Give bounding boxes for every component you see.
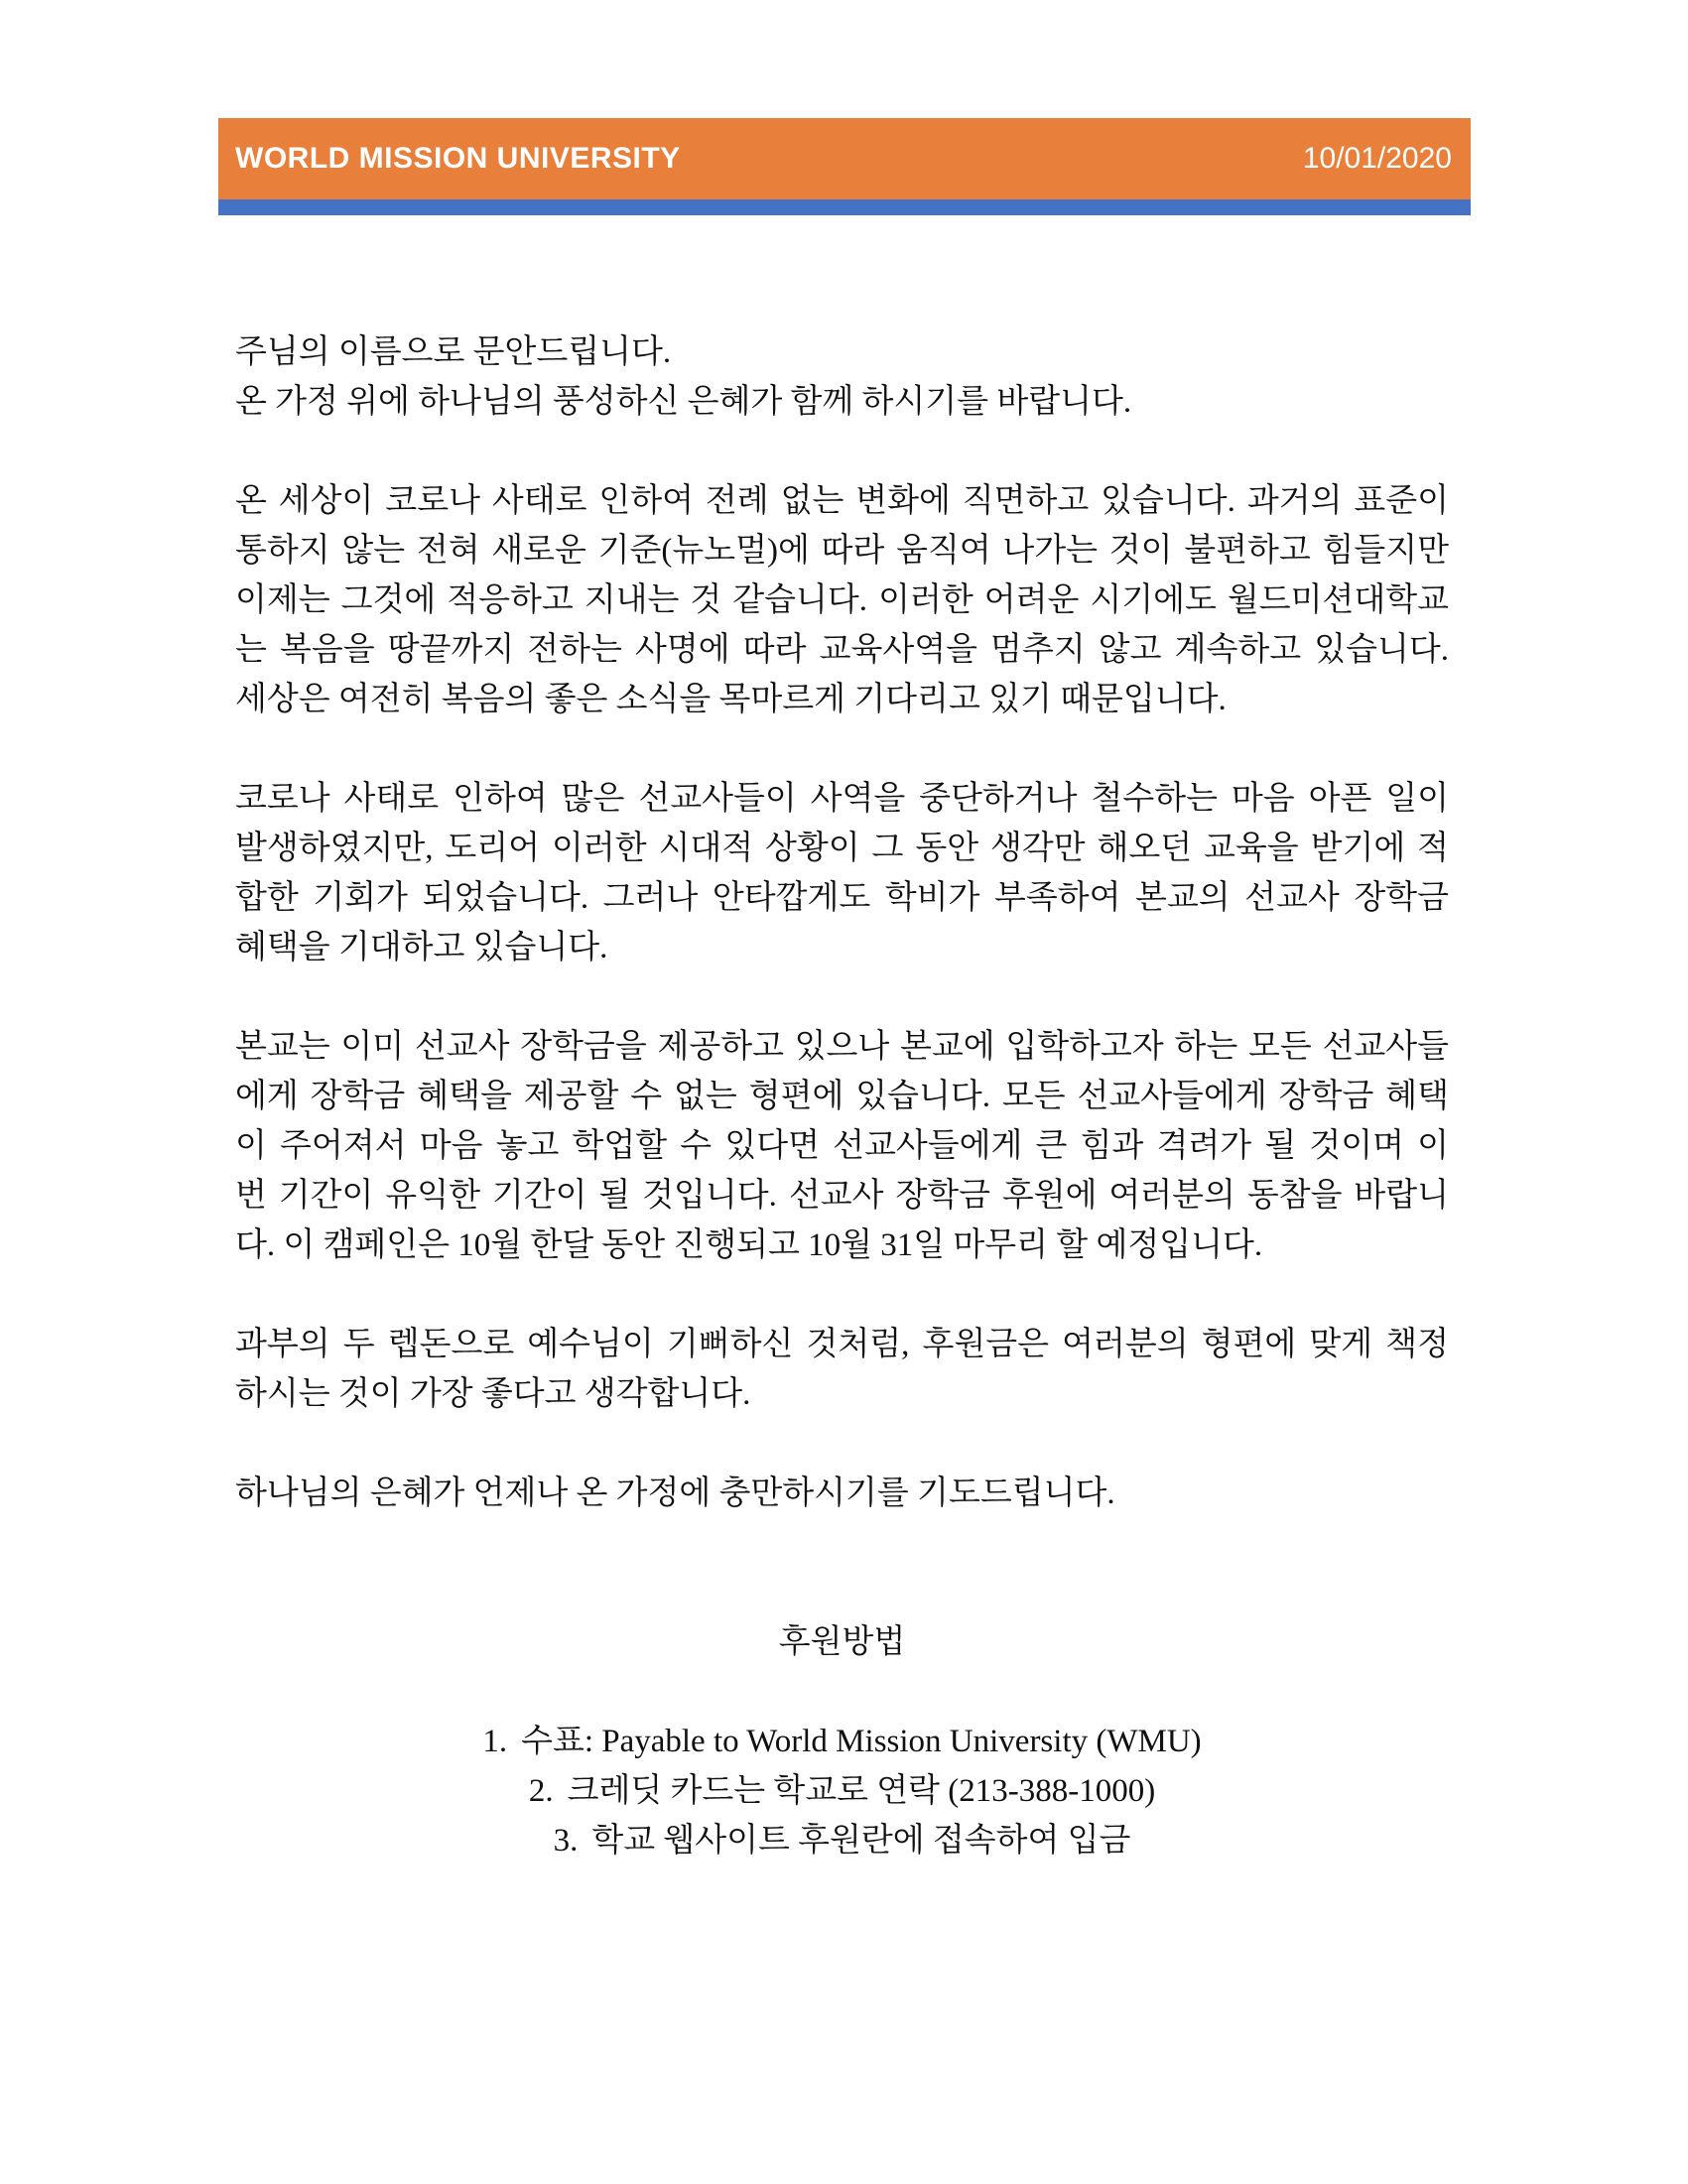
donation-methods-list — [235, 1717, 1449, 1865]
paragraph-widows-mites — [235, 1320, 1449, 1419]
item-number: 2. — [528, 1773, 554, 1809]
text-line: 이제는 그것에 적응하고 지내는 것 같습니다. 이러한 어려운 시기에도 월드미션대학교 — [235, 582, 1449, 618]
text-line: 과부의 두 렙돈으로 예수님이 기뻐하신 것처럼, 후원금은 여러분의 형편에 맞게 책정 — [235, 1327, 1449, 1362]
paragraph-scholarship-campaign — [235, 1022, 1449, 1270]
text-line: 다. 이 캠페인은 10월 한달 동안 진행되고 10월 31일 마무리 할 예정입니다. — [235, 1227, 1263, 1263]
header-bar — [218, 118, 1471, 199]
paragraph-greeting — [235, 327, 1449, 427]
item-number: 3. — [553, 1823, 579, 1859]
paragraph-blessing — [235, 1469, 1449, 1518]
text-line: 는 복음을 땅끝까지 전하는 사명에 따라 교육사역을 멈추지 않고 계속하고 있습니다. — [235, 632, 1449, 668]
text-line: 코로나 사태로 인하여 많은 선교사들이 사역을 중단하거나 철수하는 마음 아픈 일이 — [235, 781, 1449, 817]
text-line: 통하지 않는 전혀 새로운 기준(뉴노멀)에 따라 움직여 나가는 것이 불편하고 힘들지만 — [235, 533, 1449, 569]
text-line: 본교는 이미 선교사 장학금을 제공하고 있으나 본교에 입학하고자 하는 모든 선교사들 — [235, 1029, 1449, 1065]
header-accent-stripe — [218, 199, 1471, 215]
text-line: 하나님의 은혜가 언제나 온 가정에 충만하시기를 기도드립니다. — [235, 1476, 1115, 1511]
donation-method-item — [235, 1717, 1449, 1766]
text-line: 혜택을 기대하고 있습니다. — [235, 930, 608, 965]
header-date: 10/01/2020 — [1302, 142, 1452, 175]
text-line: 발생하였지만, 도리어 이러한 시대적 상황이 그 동안 생각만 해오던 교육을 받기에 적 — [235, 831, 1449, 866]
item-text: 수표: Payable to World Mission University (WMU) — [521, 1724, 1202, 1759]
text-line: 주님의 이름으로 문안드립니다. — [235, 334, 672, 370]
letter-body — [235, 327, 1449, 1865]
header-title: WORLD MISSION UNIVERSITY — [235, 142, 681, 175]
paragraph-covid-situation — [235, 476, 1449, 724]
text-line: 합한 기회가 되었습니다. 그러나 안타깝게도 학비가 부족하여 본교의 선교사 장학금 — [235, 880, 1449, 916]
item-text: 학교 웹사이트 후원란에 접속하여 입금 — [591, 1823, 1131, 1859]
text-line: 에게 장학금 혜택을 제공할 수 없는 형편에 있습니다. 모든 선교사들에게 장학금 혜택 — [235, 1079, 1449, 1114]
text-line: 세상은 여전히 복음의 좋은 소식을 목마르게 기다리고 있기 때문입니다. — [235, 682, 1227, 717]
item-text: 크레딧 카드는 학교로 연락 (213-388-1000) — [567, 1773, 1156, 1809]
text-line: 번 기간이 유익한 기간이 될 것입니다. 선교사 장학금 후원에 여러분의 동참을 바랍니 — [235, 1178, 1449, 1214]
item-number: 1. — [482, 1724, 508, 1759]
donation-method-item — [235, 1816, 1449, 1865]
text-line: 온 가정 위에 하나님의 풍성하신 은혜가 함께 하시기를 바랍니다. — [235, 384, 1132, 420]
text-line: 온 세상이 코로나 사태로 인하여 전례 없는 변화에 직면하고 있습니다. 과거의 표준이 — [235, 483, 1449, 519]
donation-methods-heading: 후원방법 — [778, 1624, 906, 1660]
text-line: 하시는 것이 가장 좋다고 생각합니다. — [235, 1376, 751, 1412]
paragraph-missionaries — [235, 774, 1449, 972]
donation-method-item — [235, 1766, 1449, 1816]
text-line: 이 주어져서 마음 놓고 학업할 수 있다면 선교사들에게 큰 힘과 격려가 될 것이며 이 — [235, 1128, 1449, 1164]
